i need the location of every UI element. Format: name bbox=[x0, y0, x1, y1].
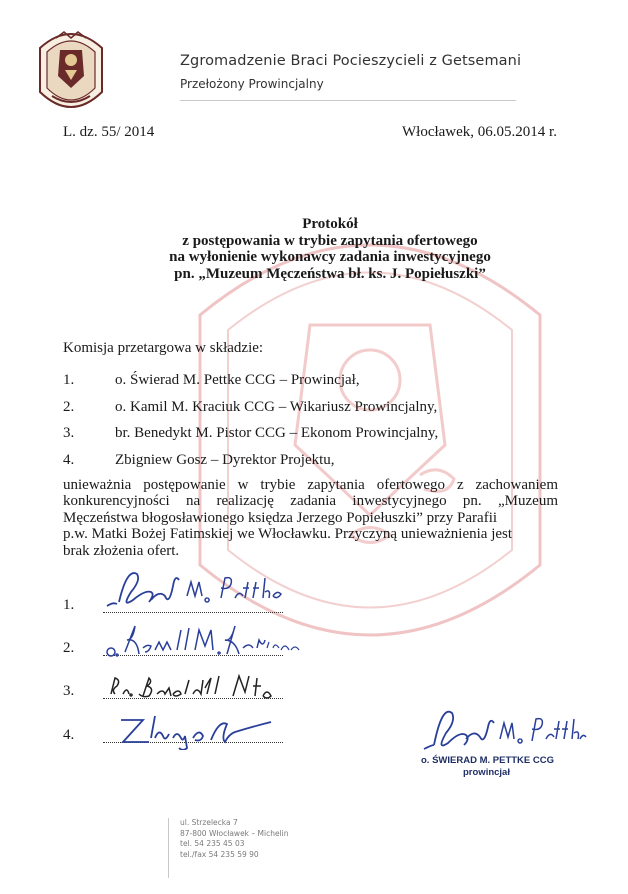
committee-member bbox=[63, 399, 437, 416]
title-line: na wyłonienie wykonawcy zadania inwestycyjnego bbox=[169, 249, 491, 265]
signature-row bbox=[63, 597, 103, 614]
footer-line: 87-800 Włocławek – Michelin bbox=[180, 828, 289, 838]
footer-divider bbox=[168, 818, 169, 878]
member-text: o. Kamil M. Kraciuk CCG – Wikariusz Prowincjalny, bbox=[115, 399, 438, 415]
reference-number: L. dz. 55/ 2014 bbox=[63, 124, 155, 140]
provincial-signature bbox=[420, 705, 590, 757]
committee-member bbox=[63, 372, 360, 389]
stamp-role: prowincjał bbox=[463, 767, 510, 778]
stamp-name: o. ŚWIERAD M. PETTKE CCG bbox=[421, 755, 554, 766]
member-number: 1. bbox=[63, 372, 75, 388]
footer-line: tel. 54 235 45 03 bbox=[180, 839, 245, 848]
organization-subtitle: Przełożony Prowincjalny bbox=[180, 77, 324, 91]
document-title bbox=[120, 216, 540, 282]
signature-number: 4. bbox=[63, 727, 75, 743]
signature-4 bbox=[115, 710, 275, 750]
member-number: 2. bbox=[63, 399, 75, 415]
signature-number: 2. bbox=[63, 640, 75, 656]
order-seal-logo bbox=[34, 26, 108, 118]
signature-row bbox=[63, 727, 103, 744]
footer-line: ul. Strzelecka 7 bbox=[180, 818, 238, 827]
member-text: Zbigniew Gosz – Dyrektor Projektu, bbox=[115, 452, 335, 468]
signature-number: 1. bbox=[63, 597, 75, 613]
member-text: br. Benedykt M. Pistor CCG – Ekonom Prowincjalny, bbox=[115, 425, 439, 441]
footer-address bbox=[180, 818, 289, 860]
title-line: pn. „Muzeum Męczeństwa bł. ks. J. Popiełuszki” bbox=[174, 265, 486, 282]
paragraph-line: konkurencyjności na realizację zadania inwestycyjnego pn. „Muzeum bbox=[63, 493, 558, 510]
paragraph-line: p.w. Matki Bożej Fatimskiej we Włocławku. Przyczyną unieważnienia jest bbox=[63, 526, 513, 543]
paragraph-line: unieważnia postępowanie w trybie zapytania ofertowego z zachowaniem bbox=[63, 477, 558, 493]
signature-1 bbox=[103, 566, 293, 616]
member-number: 3. bbox=[63, 425, 75, 441]
signature-number: 3. bbox=[63, 683, 75, 699]
title-line: Protokół bbox=[302, 216, 358, 232]
place-and-date: Włocławek, 06.05.2014 r. bbox=[402, 124, 557, 140]
title-line: z postępowania w trybie zapytania ofertowego bbox=[182, 232, 478, 249]
paragraph-line: brak złożenia ofert. bbox=[63, 542, 180, 559]
organization-name: Zgromadzenie Braci Pocieszycieli z Getsemani bbox=[180, 53, 522, 69]
committee-member bbox=[63, 452, 335, 469]
signature-row bbox=[63, 640, 103, 657]
paragraph-line: Męczeństwa błogosławionego księdza Jerzego Popiełuszki” przy Parafii bbox=[63, 509, 498, 526]
member-text: o. Świerad M. Pettke CCG – Prowincjał, bbox=[115, 372, 360, 388]
footer-line: tel./fax 54 235 59 90 bbox=[180, 849, 259, 859]
committee-member bbox=[63, 425, 438, 442]
signature-row bbox=[63, 683, 103, 700]
signature-2 bbox=[103, 618, 303, 664]
header-divider bbox=[180, 100, 516, 101]
decision-paragraph bbox=[63, 477, 558, 559]
member-number: 4. bbox=[63, 452, 75, 468]
committee-intro: Komisja przetargowa w składzie: bbox=[63, 340, 264, 356]
signature-3 bbox=[103, 668, 293, 704]
